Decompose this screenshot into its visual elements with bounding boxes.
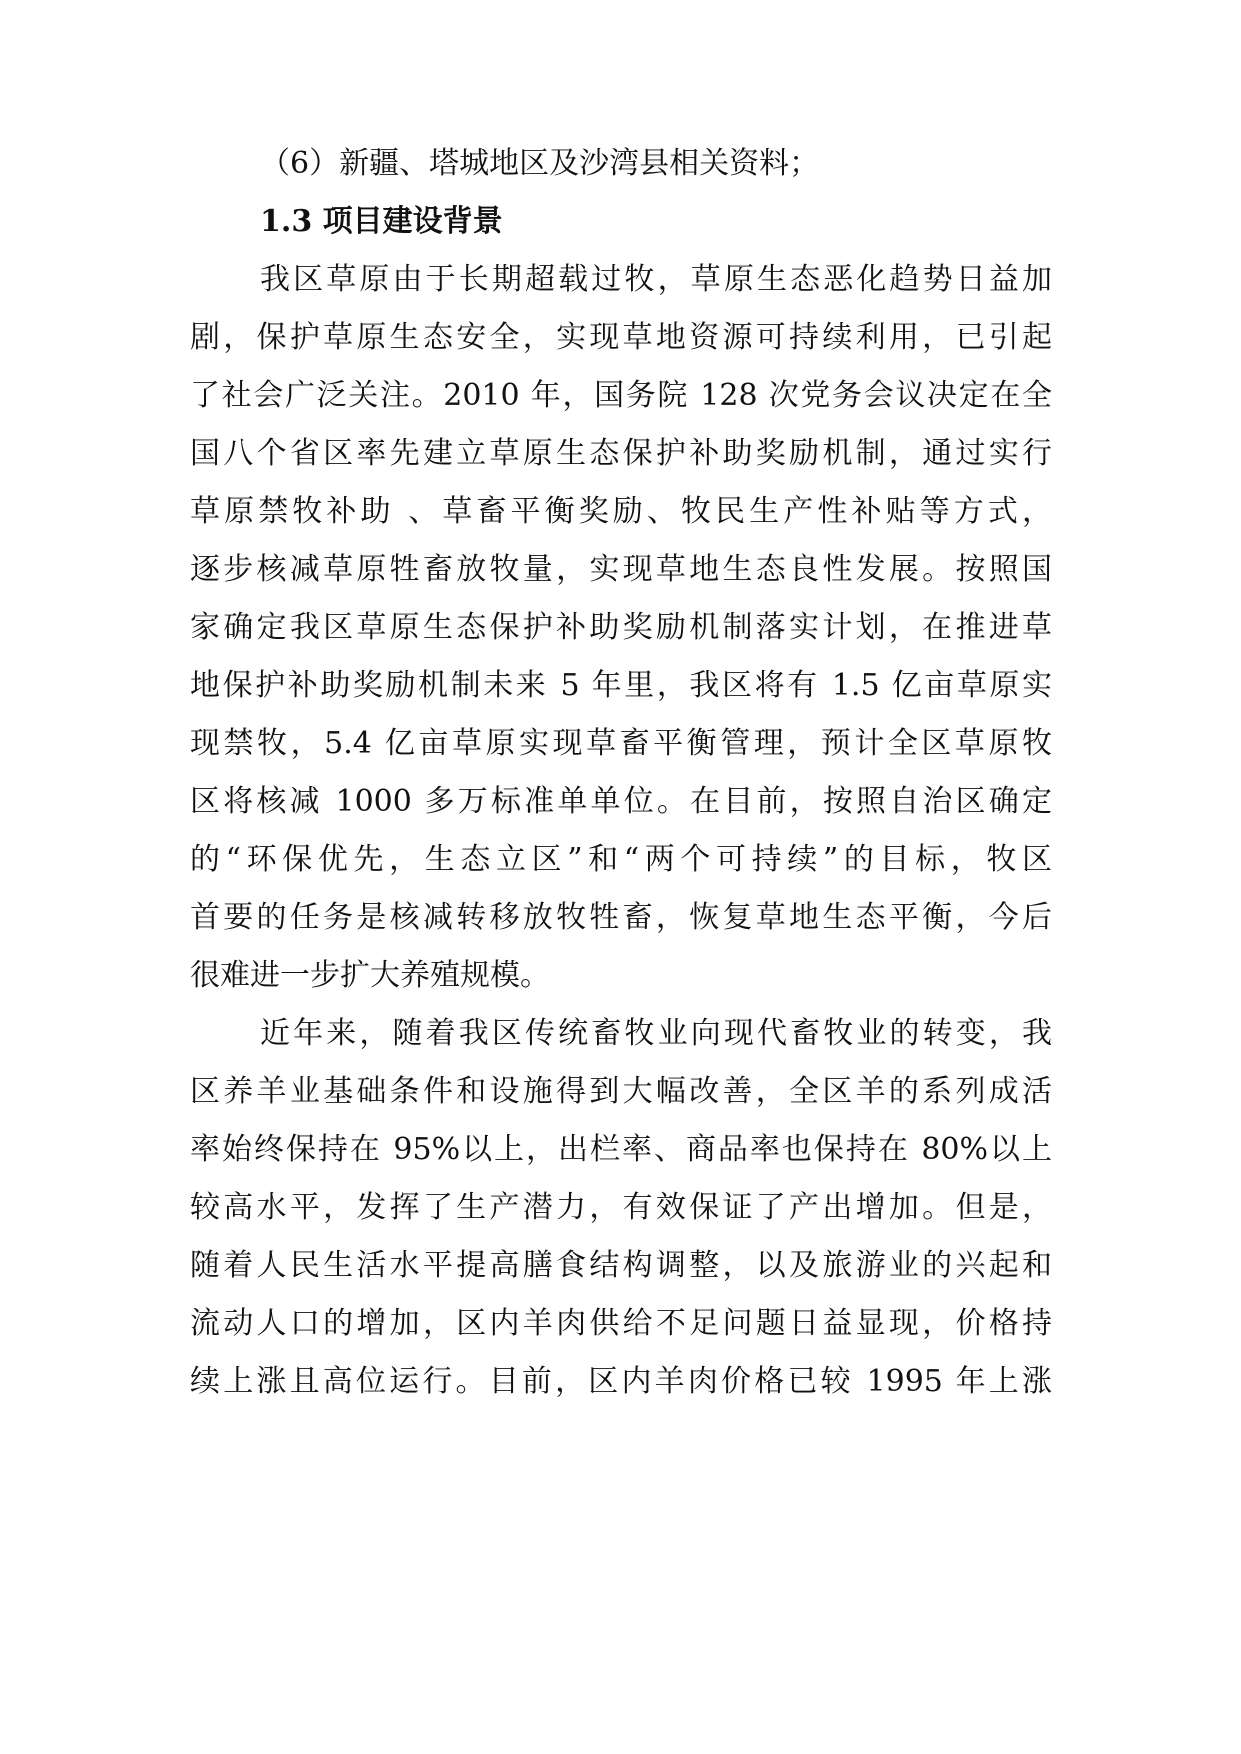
paragraph-2-line: 续上涨且高位运行。目前，区内羊肉价格已较 1995 年上涨 <box>190 1364 1052 1399</box>
paragraph-1-line: 区将核减 1000 多万标准单单位。在目前，按照自治区确定 <box>190 784 1052 819</box>
paragraph-2-line: 较高水平，发挥了生产潜力，有效保证了产出增加。但是， <box>190 1190 1052 1225</box>
paragraph-1-line: 国八个省区率先建立草原生态保护补助奖励机制，通过实行 <box>190 436 1052 471</box>
paragraph-1-line: 我区草原由于长期超载过牧，草原生态恶化趋势日益加 <box>260 262 1052 297</box>
list-item-6: （6）新疆、塔城地区及沙湾县相关资料； <box>260 146 820 181</box>
section-heading: 1.3 项目建设背景 <box>260 204 503 239</box>
paragraph-1-line: 家确定我区草原生态保护补助奖励机制落实计划，在推进草 <box>190 610 1052 645</box>
paragraph-2-line: 流动人口的增加，区内羊肉供给不足问题日益显现，价格持 <box>190 1306 1052 1341</box>
paragraph-1-line: 首要的任务是核减转移放牧牲畜，恢复草地生态平衡，今后 <box>190 900 1052 935</box>
paragraph-2-line: 率始终保持在 95%以上，出栏率、商品率也保持在 80%以上 <box>190 1132 1052 1167</box>
paragraph-1-line: 地保护补助奖励机制未来 5 年里，我区将有 1.5 亿亩草原实 <box>190 668 1052 703</box>
paragraph-2-line: 区养羊业基础条件和设施得到大幅改善，全区羊的系列成活 <box>190 1074 1052 1109</box>
paragraph-1-line: 的“环保优先，生态立区”和“两个可持续”的目标，牧区 <box>190 842 1052 877</box>
paragraph-1-line: 很难进一步扩大养殖规模。 <box>190 958 550 993</box>
paragraph-2-line: 随着人民生活水平提高膳食结构调整，以及旅游业的兴起和 <box>190 1248 1052 1283</box>
paragraph-1-line: 草原禁牧补助 、草畜平衡奖励、牧民生产性补贴等方式， <box>190 494 1052 529</box>
paragraph-1-line: 逐步核减草原牲畜放牧量，实现草地生态良性发展。按照国 <box>190 552 1052 587</box>
paragraph-1-line: 现禁牧，5.4 亿亩草原实现草畜平衡管理，预计全区草原牧 <box>190 726 1052 761</box>
paragraph-1-line: 剧，保护草原生态安全，实现草地资源可持续利用，已引起 <box>190 320 1052 355</box>
paragraph-2-line: 近年来，随着我区传统畜牧业向现代畜牧业的转变，我 <box>260 1016 1052 1051</box>
paragraph-1-line: 了社会广泛关注。2010 年，国务院 128 次党务会议决定在全 <box>190 378 1052 413</box>
